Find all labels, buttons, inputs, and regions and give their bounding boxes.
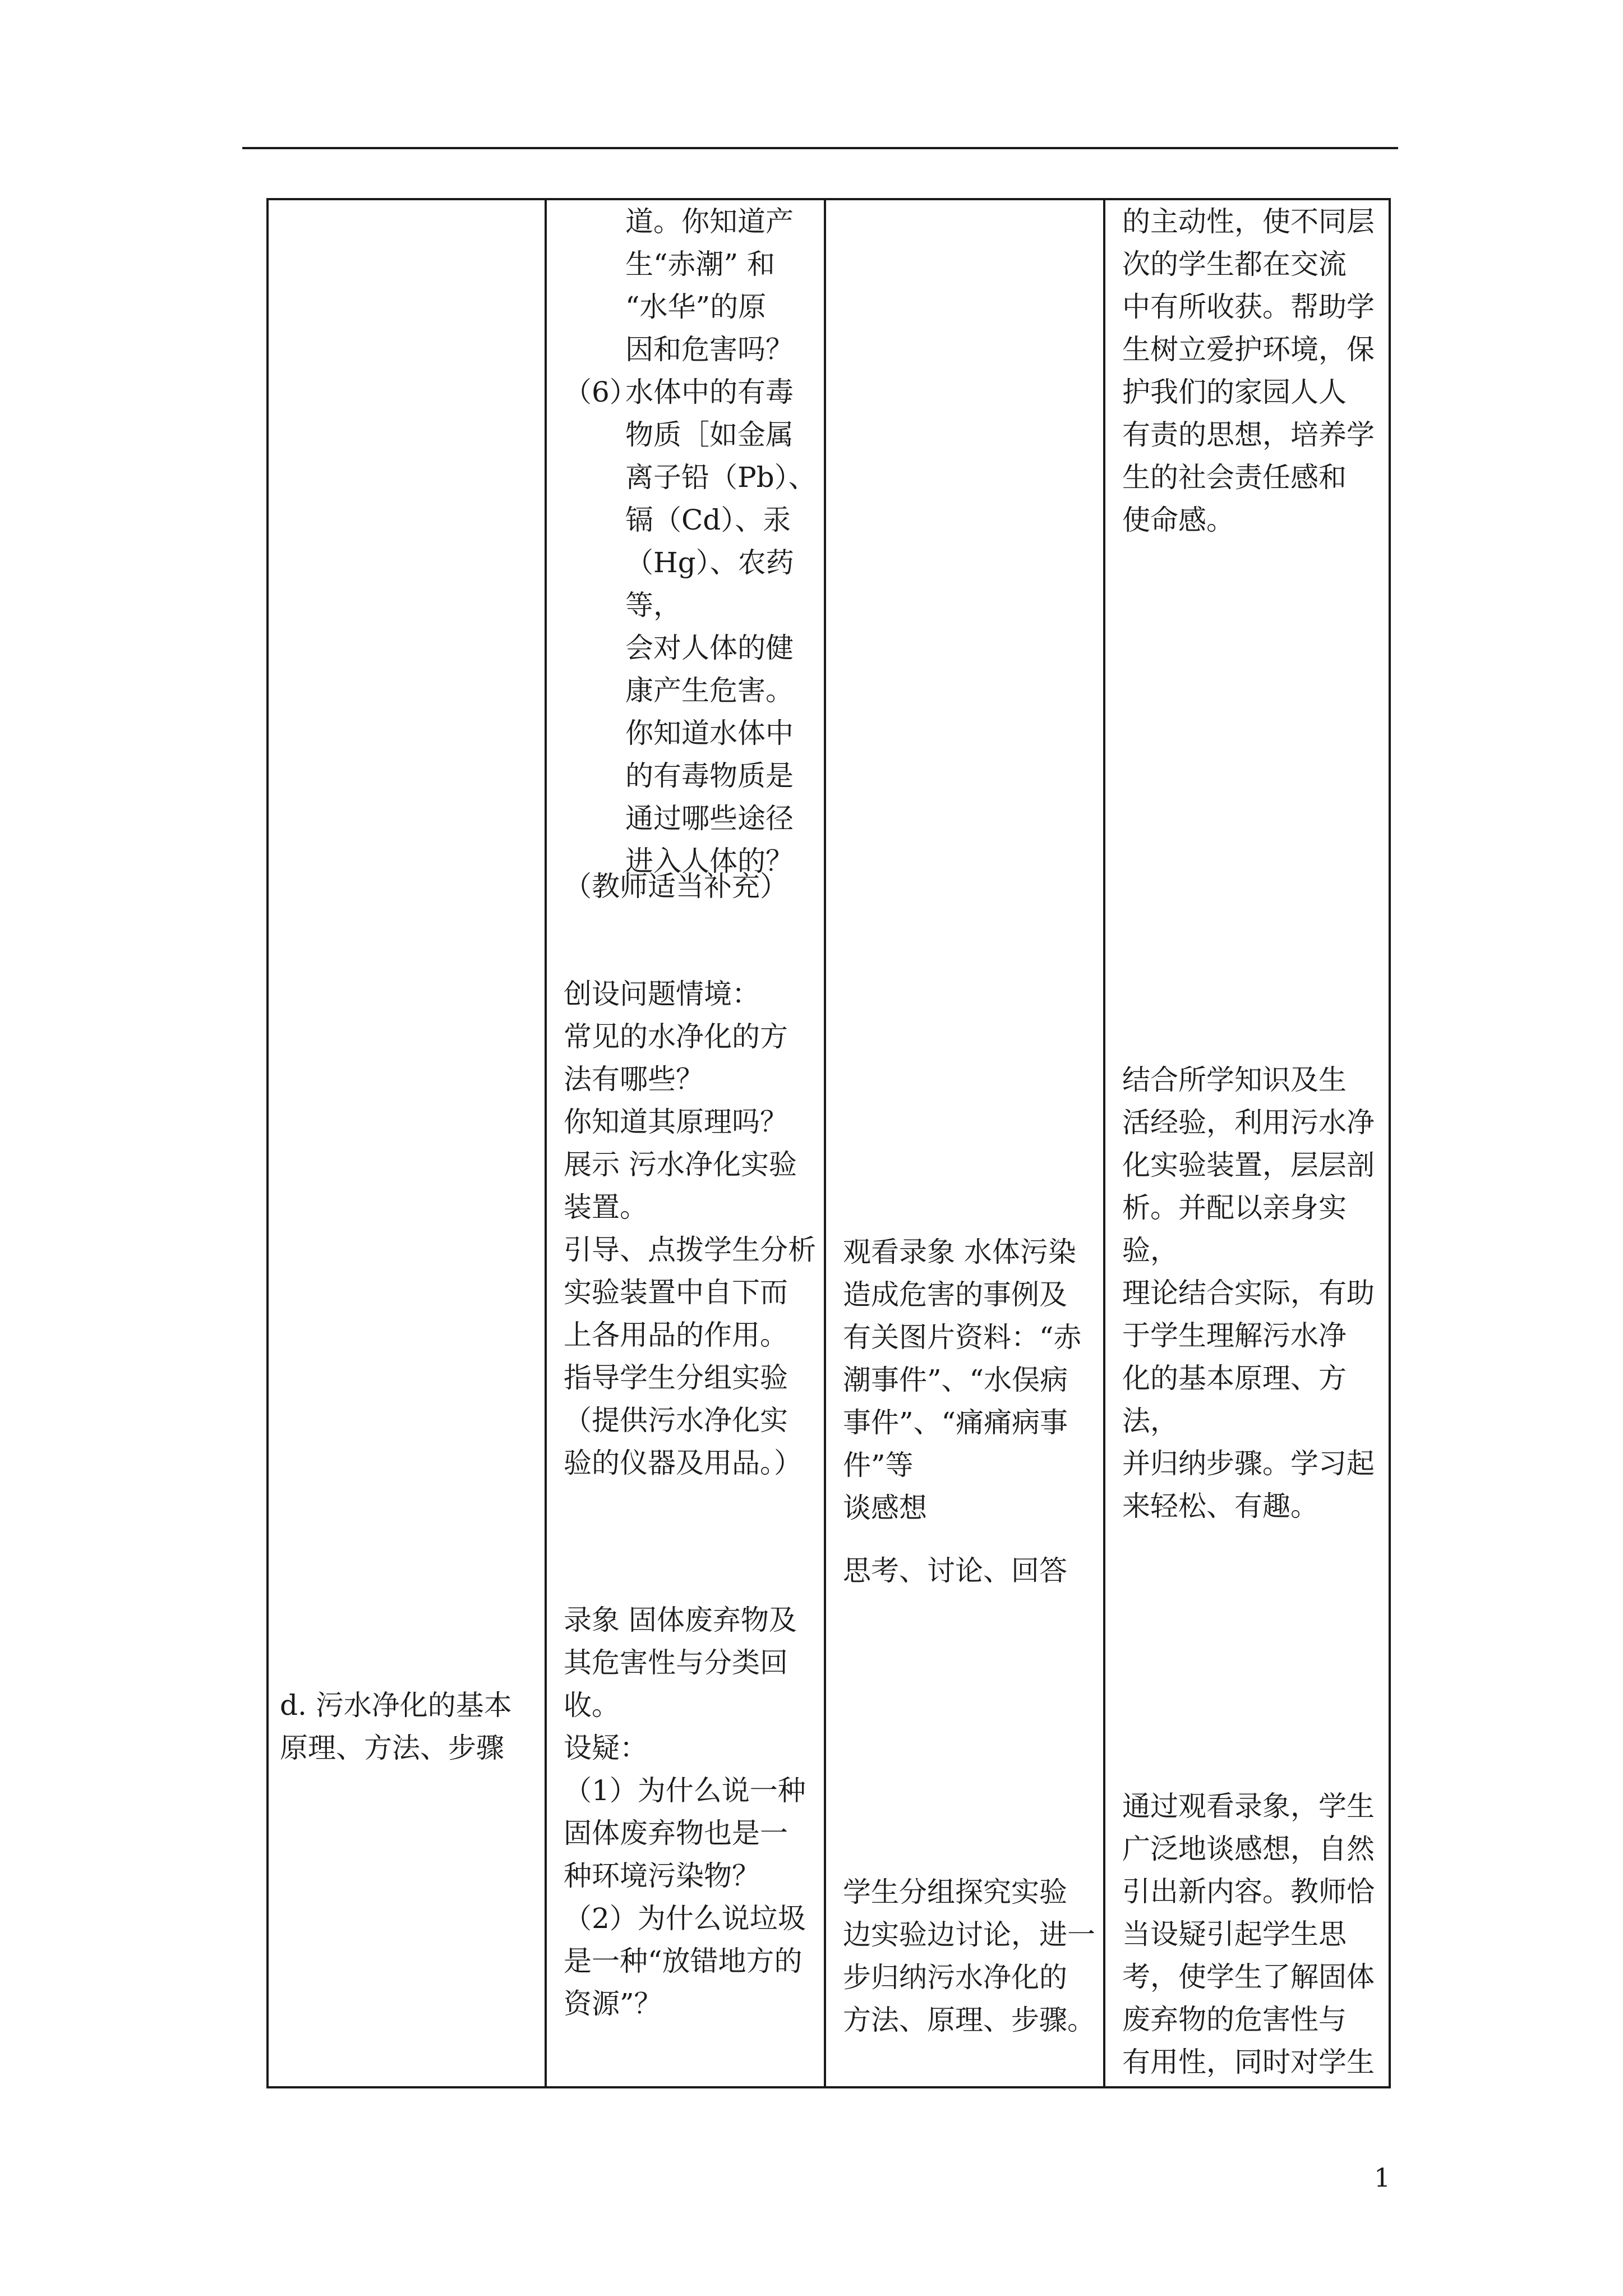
page-number: 1 [1374,2162,1391,2193]
question-6-first-line: 水体中的有毒 [625,376,794,408]
student-activity-cell [825,199,1104,2087]
design-intent-3: 通过观看录象，学生 广泛地谈感想，自然 引出新内容。教师恰 当设疑引起学生思 考，使学生了解固体 废弃物的危害性与 有用性，同时对学生 [1122,1790,1375,2078]
teacher-activity-cell [546,199,825,2087]
design-intent-1: 的主动性，使不同层 次的学生都在交流 中有所收获。帮助学 生树立爱护环境，保 护我们的家园人人 有责的思想，培养学 生的社会责任感和 使命感。 [1122,205,1375,536]
table-row [268,199,1390,2087]
header-rule [242,147,1398,149]
lesson-plan-table [266,198,1391,2088]
question-6-text: 物质［如金属 离子铅（Pb）、 镉（Cd）、汞 （Hg）、农药等， 会对人体的健 康产生危害。 你知道水体中 的有毒物质是 通过哪些途径 进入人体的？ [625,418,817,877]
teacher-note: （教师适当补充） [564,870,788,903]
question-5-continued: 道。你知道产 生“赤潮” 和 “水华”的原 因和危害吗？ [625,205,794,366]
group-experiment-text: 学生分组探究实验 边实验边讨论，进一 步归纳污水净化的 方法、原理、步骤。 [843,1876,1095,2036]
think-discuss-answer: 思考、讨论、回答 [843,1554,1067,1587]
solid-waste-video-section: 录象 固体废弃物及 其危害性与分类回 收。 设疑： （1）为什么说一种 固体废弃物也是一 种环境污染物？ （2）为什么说垃圾 是一种“放错地方的 资源”？ [564,1604,806,2020]
design-intent-cell [1104,199,1390,2087]
design-intent-2: 结合所学知识及生 活经验，利用污水净 化实验装置，层层剖 析。并配以亲身实验， 理论结合实际，有助 于学生理解污水净 化的基本原理、方法， 并归纳步骤。学习起 来轻松、有趣。 [1122,1064,1375,1522]
topic-text: d. 污水净化的基本 原理、方法、步骤 [280,1689,512,1764]
problem-scenario: 创设问题情境： 常见的水净化的方 法有哪些？ 你知道其原理吗？ 展示 污水净化实验 装置。 引导、点拨学生分析 实验装置中自下而 上各用品的作用。 指导学生分组实验 （提供污水净化实 验的仪器及用品。） [564,978,816,1479]
watch-video-text: 观看录象 水体污染 造成危害的事例及 有关图片资料：“赤 潮事件”、“水俣病 事件”、“痛痛病事 件”等 谈感想 [843,1236,1082,1524]
topic-cell [268,199,546,2087]
question-6-number: （6） [564,376,638,408]
